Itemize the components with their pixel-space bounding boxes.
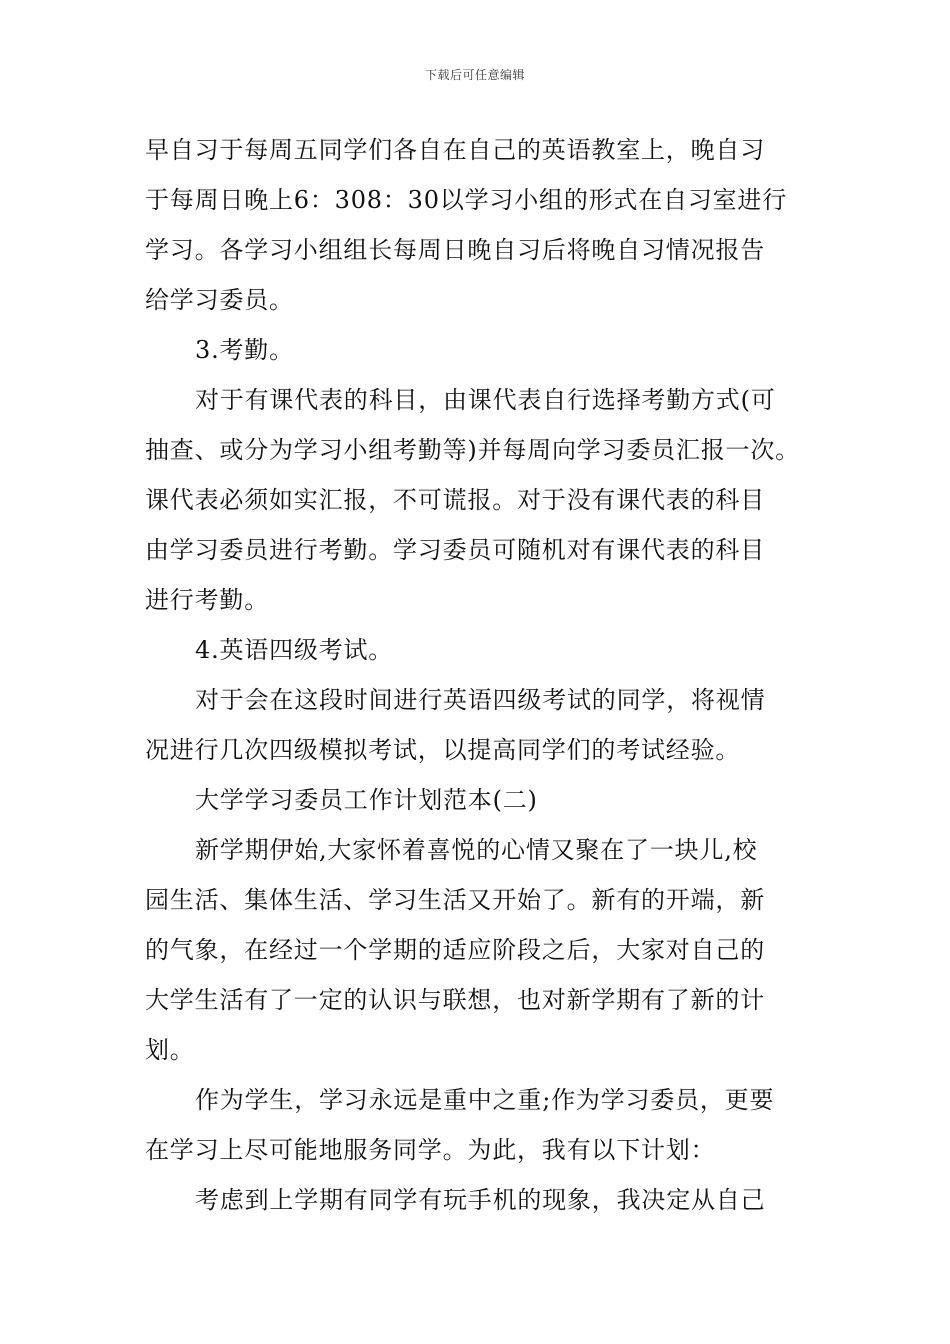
text-line: 进行考勤。 — [145, 586, 269, 614]
text-line: 况进行几次四级模拟考试，以提高同学们的考试经验。 — [145, 736, 741, 764]
text-line: 新学期伊始,大家怀着喜悦的心情又聚在了一块儿,校 — [195, 836, 758, 864]
text-line: 园生活、集体生活、学习生活又开始了。新有的开端，新 — [145, 886, 765, 914]
text-line: 早自习于每周五同学们各自在自己的英语教室上，晚自习 — [145, 136, 765, 164]
header-note: 下载后可任意编辑 — [424, 68, 525, 82]
text-line: 作为学生，学习永远是重中之重;作为学习委员，更要 — [195, 1086, 775, 1114]
text-line: 课代表必须如实汇报，不可谎报。对于没有课代表的科目 — [145, 486, 765, 514]
text-line: 于每周日晚上6：308：30以学习小组的形式在自习室进行 — [145, 186, 788, 214]
text-line: 的气象，在经过一个学期的适应阶段之后，大家对自己的 — [145, 936, 765, 964]
text-line: 在学习上尽可能地服务同学。为此，我有以下计划： — [145, 1136, 716, 1164]
document-title: 大学学习委员工作计划范本(二) — [195, 786, 538, 814]
text-line: 由学习委员进行考勤。学习委员可随机对有课代表的科目 — [145, 536, 765, 564]
text-line: 大学生活有了一定的认识与联想，也对新学期有了新的计 — [145, 986, 765, 1014]
text-line: 考虑到上学期有同学有玩手机的现象，我决定从自己 — [195, 1186, 766, 1214]
text-line: 学习。各学习小组组长每周日晚自习后将晚自习情况报告 — [145, 236, 765, 264]
text-line: 划。 — [145, 1036, 195, 1064]
section-heading: 3.考勤。 — [195, 336, 294, 364]
text-line: 对于会在这段时间进行英语四级考试的同学，将视情 — [195, 686, 766, 714]
section-heading: 4.英语四级考试。 — [195, 636, 394, 664]
text-line: 抽查、或分为学习小组考勤等)并每周向学习委员汇报一次。 — [145, 436, 800, 464]
text-line: 对于有课代表的科目，由课代表自行选择考勤方式(可 — [195, 386, 776, 414]
text-line: 给学习委员。 — [145, 286, 294, 314]
